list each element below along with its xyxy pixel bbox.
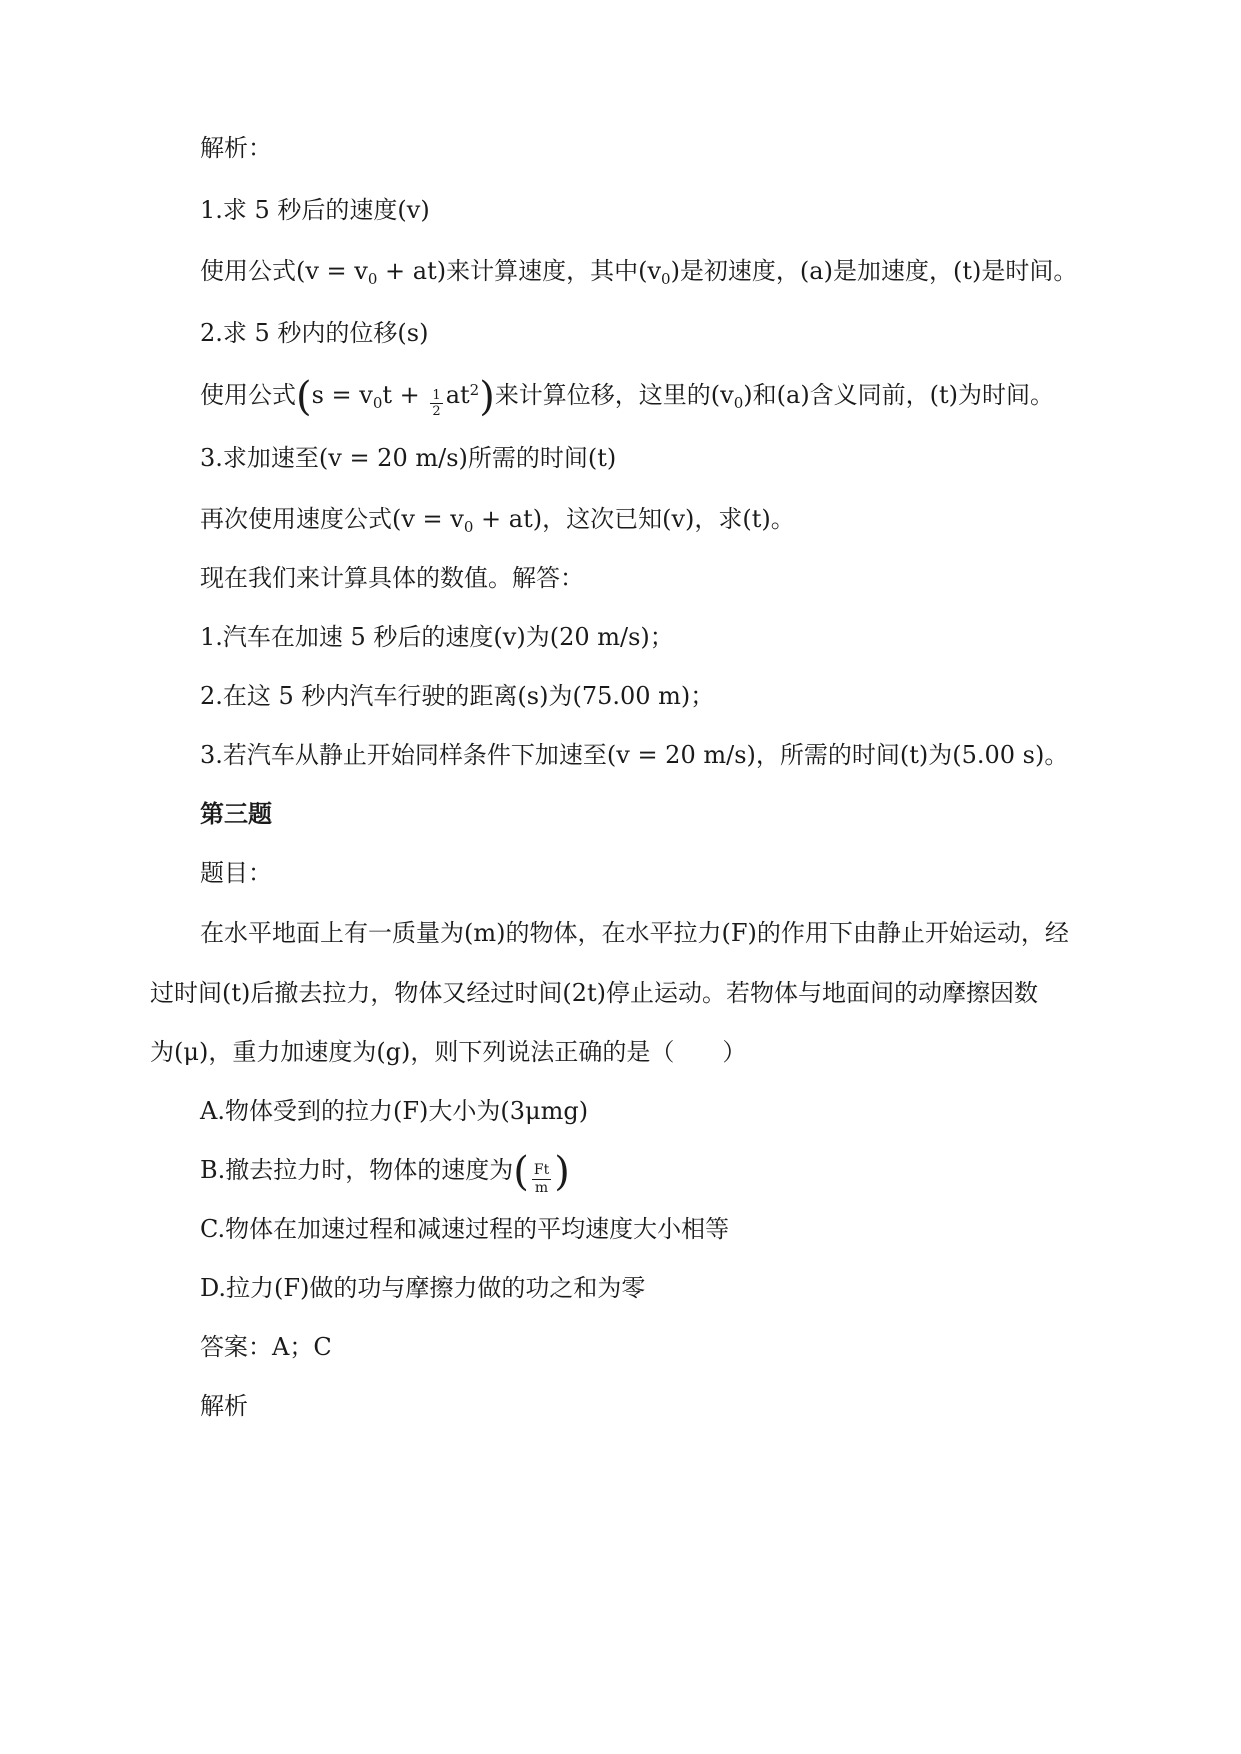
step-3-title: 3.求加速至(v = 20 m/s)所需的时间(t) — [200, 444, 617, 472]
option-c: C.物体在加速过程和减速过程的平均速度大小相等 — [200, 1215, 730, 1243]
analysis-heading: 解析： — [200, 134, 272, 162]
question-3-heading: 第三题 — [200, 799, 272, 828]
question-text-line-3: 为(μ)，重力加速度为(g)，则下列说法正确的是（ ） — [150, 1038, 747, 1066]
answer-3: 3.若汽车从静止开始同样条件下加速至(v = 20 m/s)，所需的时间(t)为(5.00 s)。 — [200, 741, 1069, 769]
answer-1: 1.汽车在加速 5 秒后的速度(v)为(20 m/s)； — [200, 623, 674, 651]
analysis-heading-2: 解析 — [200, 1392, 248, 1420]
option-a: A.物体受到的拉力(F)大小为(3μmg) — [200, 1097, 589, 1125]
option-b: B.撤去拉力时，物体的速度为( $\frac{Ft}{m}$ ) — [200, 1149, 570, 1196]
question-text-line-1: 在水平地面上有一质量为(m)的物体，在水平拉力(F)的作用下由静止开始运动，经 — [200, 919, 1069, 947]
step-2-title: 2.求 5 秒内的位移(s) — [200, 319, 429, 347]
fraction-one-half: $\frac{1}{2}$ — [432, 388, 441, 419]
step-1-title: 1.求 5 秒后的速度(v) — [200, 196, 430, 224]
step-1-formula-text: 使用公式$(v = v_0 + at)$来计算速度，其中$(v_0)$是初速度，(a)是加速度，(t)是时间。 — [200, 257, 1078, 288]
option-d: D.拉力(F)做的功与摩擦力做的功之和为零 — [200, 1274, 646, 1302]
answer-line: 答案：A；C — [200, 1333, 332, 1361]
fraction-ft-over-m: $\frac{Ft}{m}$ — [533, 1162, 550, 1196]
step-3-formula-text: 再次使用速度公式$(v = v_0 + at)$，这次已知(v)，求(t)。 — [200, 505, 795, 536]
question-text-line-2: 过时间(t)后撤去拉力，物体又经过时间(2t)停止运动。若物体与地面间的动摩擦因数 — [150, 979, 1039, 1007]
step-2-formula-text: 使用公式($s = v_0t$ + $\frac{1}{2}$ $at^2$)来计算位移，这里的$(v_0)$和(a)含义同前，(t)为时间。 — [200, 374, 1055, 420]
question-label: 题目： — [200, 859, 272, 887]
calculation-intro: 现在我们来计算具体的数值。解答： — [200, 564, 584, 592]
answer-2: 2.在这 5 秒内汽车行驶的距离(s)为(75.00 m)； — [200, 682, 715, 710]
